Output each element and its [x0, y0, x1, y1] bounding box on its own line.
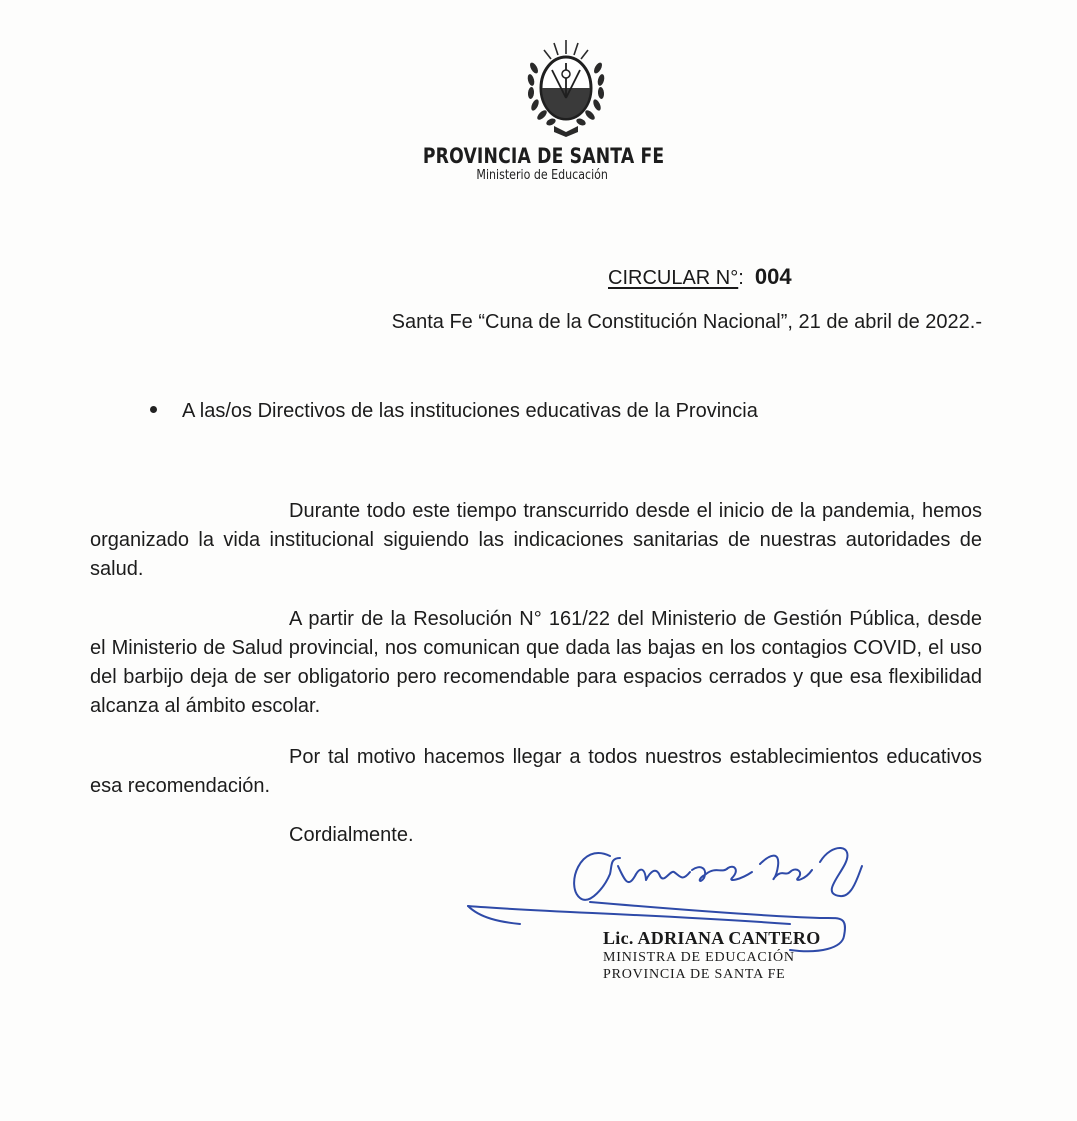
bullet-icon [150, 406, 157, 413]
closing-salutation: Cordialmente. [289, 824, 414, 846]
signatory-name: Lic. ADRIANA CANTERO [603, 928, 821, 948]
body-paragraph-3: Por tal motivo hacemos llegar a todos nuestros establecimientos educativos esa recomendación. [90, 746, 982, 797]
recipient-text: A las/os Directivos de las instituciones educativas de la Provincia [182, 400, 758, 422]
signature-block [603, 928, 821, 983]
dateline: Santa Fe “Cuna de la Constitución Nacional”, 21 de abril de 2022.- [391, 311, 982, 333]
signatory-title: MINISTRA DE EDUCACIÓN [603, 950, 795, 965]
recipient-line [150, 400, 758, 423]
circular-label: CIRCULAR N° [608, 267, 739, 289]
circular-number: 004 [754, 264, 792, 289]
coat-of-arms-icon [524, 38, 608, 138]
body-paragraph-1: Durante todo este tiempo transcurrido desde el inicio de la pandemia, hemos organizado la vida institucional siguiendo las indicaciones sanitarias de nuestras autoridades de salud. [90, 500, 982, 580]
circular-heading [608, 264, 792, 290]
province-title: PROVINCIA DE SANTA FE [422, 144, 665, 168]
signatory-province: PROVINCIA DE SANTA FE [603, 967, 786, 982]
ministry-subtitle: Ministerio de Educación [476, 168, 608, 183]
circular-separator: : [738, 267, 744, 289]
body-paragraph-2: A partir de la Resolución N° 161/22 del Ministerio de Gestión Pública, desde el Ministerio de Salud provincial, nos comunican que dada las bajas en los contagios COVID, el uso del barbijo deja de ser obligatorio pero recomendable para espacios cerrados y que esa flexibilidad alcanza al ámbito escolar. [90, 608, 982, 717]
